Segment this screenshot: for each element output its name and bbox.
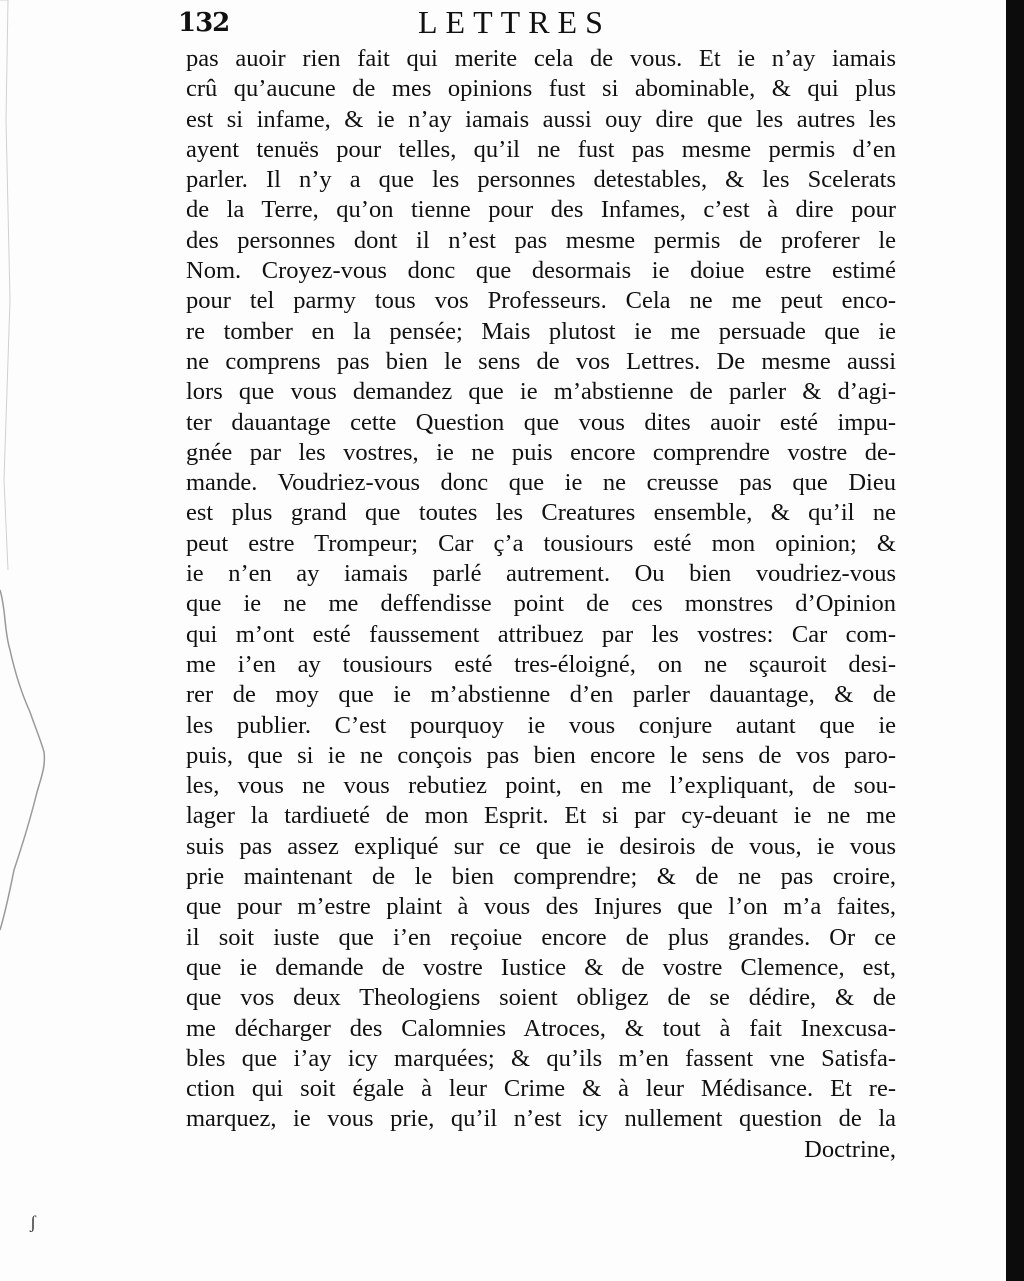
text-line: lors que vous demandez que ie m’abstienne de parler & d’agi- bbox=[186, 378, 896, 406]
page-number: 132 bbox=[178, 8, 230, 38]
text-line: des personnes dont il n’est pas mesme permis de proferer le bbox=[186, 226, 896, 254]
text-line: les publier. C’est pourquoy ie vous conjure autant que ie bbox=[186, 711, 896, 739]
text-line: peut estre Trompeur; Car ç’a tousiours esté mon opinion; & bbox=[186, 529, 896, 557]
text-line: lager la tardiueté de mon Esprit. Et si par cy-deuant ie ne me bbox=[186, 802, 896, 830]
text-line: ne comprens pas bien le sens de vos Lettres. De mesme aussi bbox=[186, 347, 896, 375]
text-line: que vos deux Theologiens soient obligez de se dédire, & de bbox=[186, 984, 896, 1012]
text-line: ction qui soit égale à leur Crime & à leur Médisance. Et re- bbox=[186, 1075, 896, 1103]
text-line: de la Terre, qu’on tienne pour des Infames, c’est à dire pour bbox=[186, 196, 896, 224]
text-line: Nom. Croyez-vous donc que desormais ie doiue estre estimé bbox=[186, 257, 896, 285]
text-line: parler. Il n’y a que les personnes detestables, & les Scelerats bbox=[186, 166, 896, 194]
text-line: me i’en ay tousiours esté tres-éloigné, on ne sçauroit desi- bbox=[186, 650, 896, 678]
text-line: me décharger des Calomnies Atroces, & tout à fait Inexcusa- bbox=[186, 1014, 896, 1042]
running-title: LETTRES bbox=[418, 4, 611, 40]
text-line: mande. Voudriez-vous donc que ie ne creusse pas que Dieu bbox=[186, 469, 896, 497]
text-line: est plus grand que toutes les Creatures ensemble, & qu’il ne bbox=[186, 499, 896, 527]
text-line: ter dauantage cette Question que vous dites auoir esté impu- bbox=[186, 408, 896, 436]
text-line: pas auoir rien fait qui merite cela de vous. Et ie n’ay iamais bbox=[186, 45, 896, 72]
text-line: crû qu’aucune de mes opinions fust si abominable, & qui plus bbox=[186, 75, 896, 103]
text-line: pour tel parmy tous vos Professeurs. Cela ne me peut enco- bbox=[186, 287, 896, 315]
binding-edge bbox=[1006, 0, 1024, 1281]
text-line: qui m’ont esté faussement attribuez par les vostres: Car com- bbox=[186, 620, 896, 648]
text-line: gnée par les vostres, ie ne puis encore comprendre vostre de- bbox=[186, 438, 896, 466]
text-line: marquez, ie vous prie, qu’il n’est icy nullement question de la bbox=[186, 1105, 896, 1133]
catchword: Doctrine, bbox=[804, 1135, 896, 1163]
text-line: ayent tenuës pour telles, qu’il ne fust pas mesme permis d’en bbox=[186, 135, 896, 163]
text-line: que ie ne me deffendisse point de ces monstres d’Opinion bbox=[186, 590, 896, 618]
text-line: re tomber en la pensée; Mais plutost ie me persuade que ie bbox=[186, 317, 896, 345]
text-line: suis pas assez expliqué sur ce que ie desirois de vous, ie vous bbox=[186, 832, 896, 860]
text-line: il soit iuste que i’en reçoiue encore de plus grandes. Or ce bbox=[186, 923, 896, 951]
text-line: que pour m’estre plaint à vous des Injures que l’on m’a faites, bbox=[186, 893, 896, 921]
text-line: ie n’en ay iamais parlé autrement. Ou bien voudriez-vous bbox=[186, 560, 896, 588]
torn-edge-outline bbox=[0, 0, 60, 1281]
text-line: est si infame, & ie n’ay iamais aussi ouy dire que les autres les bbox=[186, 105, 896, 133]
margin-mark: ʃ bbox=[30, 1212, 36, 1232]
text-line: que ie demande de vostre Iustice & de vostre Clemence, est, bbox=[186, 953, 896, 981]
text-line: rer de moy que ie m’abstienne d’en parler dauantage, & de bbox=[186, 681, 896, 709]
text-line: prie maintenant de le bien comprendre; & de ne pas croire, bbox=[186, 863, 896, 891]
body-text bbox=[186, 44, 896, 1165]
text-line: les, vous ne vous rebutiez point, en me l’expliquant, de sou- bbox=[186, 772, 896, 800]
text-line: puis, que si ie ne conçois pas bien encore le sens de vos paro- bbox=[186, 741, 896, 769]
text-line: bles que i’ay icy marquées; & qu’ils m’en fassent vne Satisfa- bbox=[186, 1044, 896, 1072]
page-header bbox=[178, 4, 898, 44]
